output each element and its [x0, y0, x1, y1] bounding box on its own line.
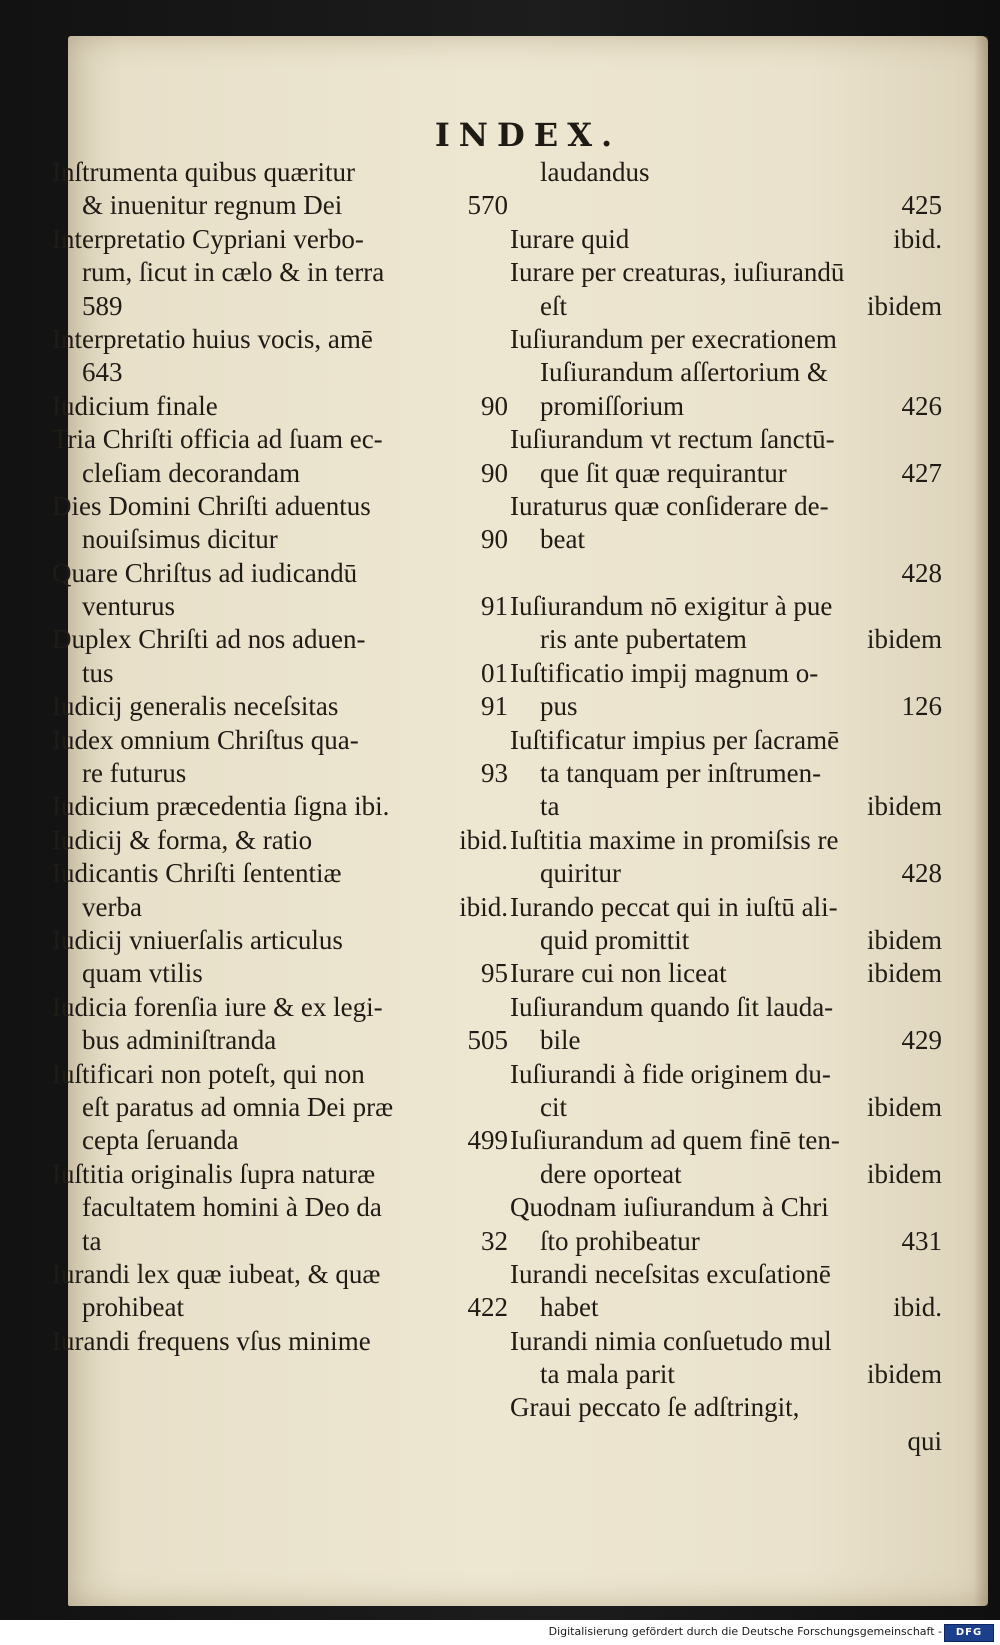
entry-page-ref: 126 [901, 691, 942, 722]
entry-page-ref: 427 [901, 457, 942, 488]
entry-text: nouiſsimus dicitur [82, 524, 278, 555]
entry-page-ref: 499 [467, 1125, 508, 1156]
index-entry-line [510, 957, 946, 990]
entry-text: Iuſiurandum aſſertorium & [540, 357, 828, 388]
entry-text: Iudicij vniuerſalis articulus [52, 924, 343, 955]
entry-text: Iuſiurandum vt rectum ſanctū- [510, 424, 835, 455]
index-entry-line [510, 657, 946, 690]
index-entry-line [510, 1425, 946, 1458]
entry-text: Inſtrumenta quibus quæritur [52, 157, 355, 187]
index-entry-line [52, 657, 512, 690]
entry-text: Iuſiurandum per execrationem [510, 323, 837, 354]
page-header: INDEX. [434, 116, 622, 154]
entry-text: quiritur [540, 858, 621, 889]
entry-page-ref: ibid. [459, 824, 508, 855]
entry-text: ta [82, 1225, 102, 1256]
index-entry-line [510, 356, 946, 389]
index-entry-line [52, 223, 512, 256]
index-entry-line [52, 724, 512, 757]
index-entry-line [510, 891, 946, 924]
entry-text: ta [540, 791, 560, 822]
index-entry-line [510, 623, 946, 656]
entry-text: ta mala parit [540, 1359, 675, 1390]
entry-text: Iuſtificari non poteſt, qui non [52, 1058, 365, 1089]
index-entry-line [510, 390, 946, 423]
entry-page-ref: 91 [481, 691, 508, 722]
entry-text: Iuſiurandum ad quem finē ten- [510, 1125, 840, 1156]
index-entry-line [510, 1191, 946, 1224]
index-entry-line [510, 557, 946, 590]
entry-text: Iuſtitia maxime in promiſsis re [510, 824, 839, 855]
entry-text: Iuſtificatur impius per ſacramē [510, 724, 840, 755]
index-entry-line [52, 757, 512, 790]
entry-text: Interpretatio huius vocis, amē [52, 323, 373, 354]
index-entry-line [510, 423, 946, 456]
index-entry-line [52, 590, 512, 623]
entry-text: Iurare cui non liceat [510, 958, 727, 989]
index-entry-line [510, 457, 946, 490]
entry-text: Iudicantis Chriſti ſententiæ [52, 858, 342, 889]
entry-text: Iuſiurandum nō exigitur à pue [510, 591, 833, 622]
entry-page-ref: 570 [467, 190, 508, 221]
index-entry-line [52, 356, 512, 389]
index-entry-line [510, 991, 946, 1024]
index-entry-line [510, 223, 946, 256]
index-entry-line [52, 1291, 512, 1324]
entry-text: quid promittit [540, 924, 690, 955]
index-entry-line [510, 290, 946, 323]
entry-text: eſt paratus ad omnia Dei præ [82, 1091, 394, 1122]
index-entry-line [52, 523, 512, 556]
dfg-logo: DFG [944, 1624, 994, 1642]
entry-text: Tria Chriſti officia ad ſuam ec- [52, 424, 383, 455]
index-entry-line [52, 1058, 512, 1091]
index-entry-line [510, 189, 946, 222]
index-entry-line [510, 323, 946, 356]
index-entry-line [52, 824, 512, 857]
index-entry-line [510, 824, 946, 857]
index-entry-line [52, 290, 512, 323]
entry-page-ref: ibidem [867, 1158, 942, 1189]
index-entry-line [52, 490, 512, 523]
entry-text: 643 [82, 357, 123, 388]
index-entry-line [52, 1024, 512, 1057]
entry-text: Duplex Chriſti ad nos aduen- [52, 624, 366, 655]
entry-text: promiſſorium [540, 390, 684, 421]
entry-text: 589 [82, 290, 123, 321]
entry-page-ref: ibid. [893, 1292, 942, 1323]
entry-text: Iudicia forenſia iure & ex legi- [52, 991, 383, 1022]
index-entry-line [52, 323, 512, 356]
entry-text: facultatem homini à Deo da [82, 1192, 382, 1223]
entry-text: pus [540, 691, 578, 722]
index-entry-line [52, 1191, 512, 1224]
entry-page-ref: 422 [467, 1292, 508, 1323]
entry-page-ref: ibidem [867, 791, 942, 822]
entry-text: & inuenitur regnum Dei [82, 190, 343, 221]
entry-text: Graui peccato ſe adſtringit, [510, 1392, 800, 1423]
entry-text: venturus [82, 591, 175, 622]
entry-text: Iuraturus quæ conſiderare de- [510, 490, 829, 521]
entry-text: bile [540, 1025, 581, 1056]
entry-text: Iurandi nimia conſuetudo mul [510, 1325, 832, 1356]
index-entry-line [52, 1091, 512, 1124]
entry-page-ref: ibid. [893, 223, 942, 254]
entry-text: Iurandi lex quæ iubeat, & quæ [52, 1258, 381, 1289]
entry-text: beat [540, 524, 585, 555]
entry-page-ref: 95 [481, 958, 508, 989]
entry-page-ref: 428 [901, 858, 942, 889]
index-entry-line [52, 256, 512, 289]
entry-text: eſt [540, 290, 567, 321]
index-entry-line [510, 690, 946, 723]
entry-page-ref: 32 [481, 1225, 508, 1256]
entry-text: que ſit quæ requirantur [540, 457, 787, 488]
entry-text: Iudicium finale [52, 390, 218, 421]
entry-text: Interpretatio Cypriani verbo- [52, 223, 364, 254]
entry-text: Dies Domini Chriſti aduentus [52, 490, 371, 521]
entry-text: re futurus [82, 758, 187, 789]
index-entry-line [510, 1024, 946, 1057]
entry-page-ref: ibid. [459, 891, 508, 922]
entry-text: Quare Chriſtus ad iudicandū [52, 557, 358, 588]
index-entry-line [52, 189, 512, 222]
entry-text: habet [540, 1292, 599, 1323]
index-entry-line [510, 790, 946, 823]
entry-text: Iudicij & forma, & ratio [52, 824, 313, 855]
entry-text: dere oporteat [540, 1158, 682, 1189]
index-entry-line [510, 1058, 946, 1091]
entry-page-ref: ibidem [867, 1091, 942, 1122]
index-entry-line [52, 991, 512, 1024]
index-entry-line [510, 924, 946, 957]
index-entry-line [52, 423, 512, 456]
index-entry-line [510, 590, 946, 623]
index-entry-line [52, 557, 512, 590]
entry-text: cepta ſeruanda [82, 1125, 239, 1156]
entry-page-ref: ibidem [867, 958, 942, 989]
index-entry-line [510, 1325, 946, 1358]
index-entry-line [52, 390, 512, 423]
footer-bar [0, 1620, 1000, 1645]
entry-text: ta tanquam per inſtrumen- [540, 758, 822, 789]
entry-text: Iudicium præcedentia ſigna ibi. [52, 791, 390, 822]
entry-text: Iudicij generalis neceſsitas [52, 691, 339, 722]
entry-page-ref: 425 [901, 190, 942, 221]
index-entry-line [510, 523, 946, 556]
index-entry-line [510, 1158, 946, 1191]
entry-text: tus [82, 657, 114, 688]
entry-page-ref: 505 [467, 1025, 508, 1056]
index-entry-line [52, 1158, 512, 1191]
entry-text: rum, ſicut in cælo & in terra [82, 257, 385, 288]
entry-text: Iuſtificatio impij magnum o- [510, 657, 819, 688]
entry-text: Iudex omnium Chriſtus qua- [52, 724, 359, 755]
entry-text: prohibeat [82, 1292, 184, 1323]
entry-text: ſto prohibeatur [540, 1225, 700, 1256]
entry-page-ref: 93 [481, 758, 508, 789]
index-entry-line [510, 757, 946, 790]
page-edge-shadow [974, 36, 988, 1606]
index-column-left [52, 156, 512, 1358]
index-entry-line [510, 1358, 946, 1391]
entry-page-ref: 90 [481, 457, 508, 488]
funding-credit: Digitalisierung gefördert durch die Deutsche Forschungsgemeinschaft - [548, 1625, 942, 1638]
index-entry-line [510, 1291, 946, 1324]
index-entry-line [52, 1325, 512, 1358]
index-entry-line [510, 1258, 946, 1291]
entry-text: Quodnam iuſiurandum à Chri [510, 1192, 829, 1223]
entry-page-ref: ibidem [867, 624, 942, 655]
entry-page-ref: 01 [481, 657, 508, 688]
entry-page-ref: 429 [901, 1025, 942, 1056]
index-entry-line [510, 256, 946, 289]
index-entry-line [52, 891, 512, 924]
entry-page-ref: 426 [901, 390, 942, 421]
entry-text: Iuſiurandi à fide originem du- [510, 1058, 831, 1089]
entry-text: Iurare per creaturas, iuſiurandū [510, 257, 845, 288]
index-column-right [510, 156, 946, 1458]
index-entry-line [52, 1225, 512, 1258]
index-entry-line [510, 1124, 946, 1157]
index-entry-line [52, 457, 512, 490]
index-entry-line [52, 790, 512, 823]
index-entry-line [52, 1124, 512, 1157]
index-entry-line [52, 623, 512, 656]
index-entry-line [510, 156, 946, 189]
index-entry-line [510, 1091, 946, 1124]
entry-page-ref: ibidem [867, 290, 942, 321]
entry-text: Iurare quid [510, 223, 630, 254]
entry-text: Iuſiurandum quando ſit lauda- [510, 991, 834, 1022]
entry-text: bus adminiſtranda [82, 1025, 277, 1056]
index-entry-line [52, 1258, 512, 1291]
index-entry-line [52, 957, 512, 990]
index-entry-line [510, 1391, 946, 1424]
entry-text: Iuſtitia originalis ſupra naturæ [52, 1158, 376, 1189]
entry-page-ref: 431 [901, 1225, 942, 1256]
index-entry-line [52, 156, 512, 189]
entry-text: Iurandi frequens vſus minime [52, 1325, 371, 1356]
entry-text: cleſiam decorandam [82, 457, 301, 488]
entry-page-ref: 91 [481, 591, 508, 622]
entry-page-ref: 90 [481, 390, 508, 421]
entry-text: quam vtilis [82, 958, 203, 989]
entry-text: ris ante pubertatem [540, 624, 747, 655]
entry-page-ref: 428 [901, 557, 942, 588]
entry-text: Iurando peccat qui in iuſtū ali- [510, 891, 838, 922]
index-entry-line [510, 724, 946, 757]
index-entry-line [52, 690, 512, 723]
index-entry-line [510, 490, 946, 523]
entry-text: cit [540, 1091, 567, 1122]
index-entry-line [510, 857, 946, 890]
index-entry-line [52, 857, 512, 890]
entry-text: laudandus [540, 157, 650, 187]
entry-page-ref: qui [907, 1425, 942, 1456]
index-entry-line [52, 924, 512, 957]
entry-page-ref: ibidem [867, 924, 942, 955]
entry-text: verba [82, 891, 142, 922]
entry-page-ref: ibidem [867, 1359, 942, 1390]
index-entry-line [510, 1225, 946, 1258]
entry-text: Iurandi neceſsitas excuſationē [510, 1258, 831, 1289]
entry-page-ref: 90 [481, 524, 508, 555]
